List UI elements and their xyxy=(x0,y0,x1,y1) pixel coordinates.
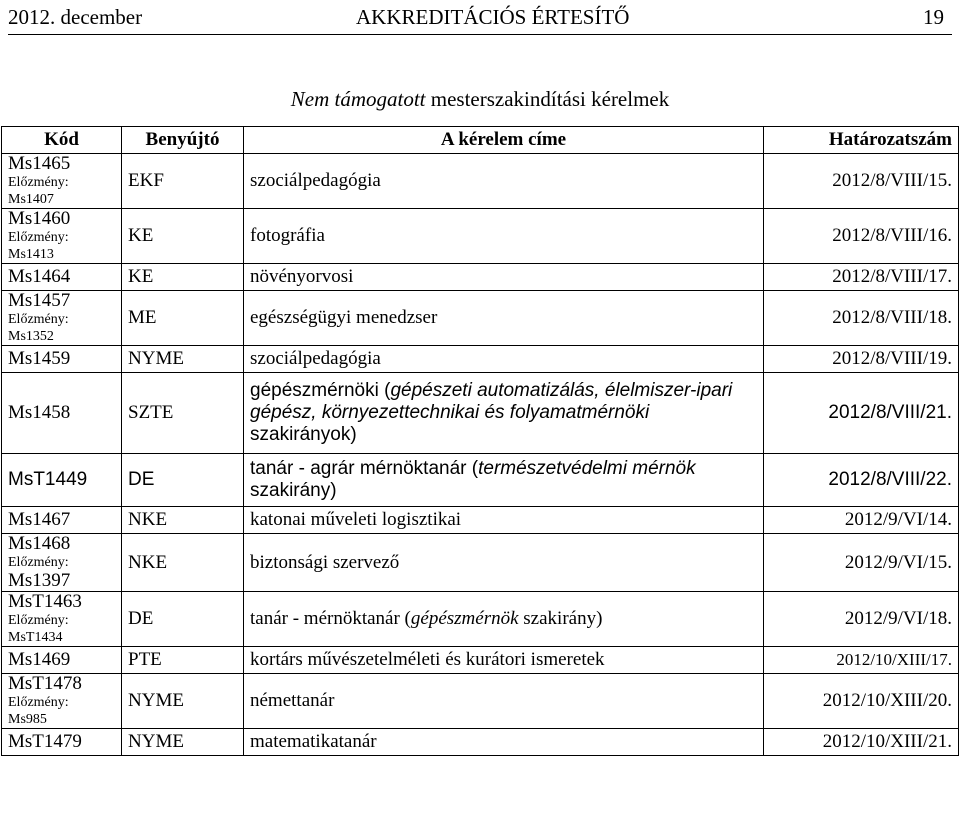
cell-cim: fotográfia xyxy=(244,209,764,264)
table-row xyxy=(2,209,959,264)
header-page-number: 19 xyxy=(923,5,944,29)
table-row xyxy=(2,592,959,647)
cell-cim: szociálpedagógia xyxy=(244,346,764,373)
cell-hatarozat: 2012/9/VI/14. xyxy=(764,507,959,534)
table-row xyxy=(2,373,959,454)
cell-benyujto: ME xyxy=(122,291,244,346)
cell-cim: tanár - agrár mérnöktanár (természetvédelmi mérnök szakirány) xyxy=(244,454,764,507)
cell-hatarozat: 2012/8/VIII/18. xyxy=(764,291,959,346)
cell-kod: Ms1469 xyxy=(2,647,122,674)
cell-benyujto: NYME xyxy=(122,674,244,729)
cell-hatarozat: 2012/8/VIII/17. xyxy=(764,264,959,291)
cell-benyujto: DE xyxy=(122,592,244,647)
column-header-benyujto: Benyújtó xyxy=(122,127,244,154)
table-row xyxy=(2,647,959,674)
cell-cim: gépészmérnöki (gépészeti automatizálás, élelmiszer-ipari gépész, környezettechnikai és folyamatmérnöki szakirányok) xyxy=(244,373,764,454)
cell-kod: Ms1468 Előzmény: Ms1397 xyxy=(2,534,122,592)
table-row xyxy=(2,534,959,592)
cell-benyujto: NKE xyxy=(122,534,244,592)
cell-kod: Ms1467 xyxy=(2,507,122,534)
cell-benyujto: KE xyxy=(122,264,244,291)
cell-hatarozat: 2012/8/VIII/22. xyxy=(764,454,959,507)
cell-cim: kortárs művészetelméleti és kurátori ismeretek xyxy=(244,647,764,674)
cell-kod: MsT1449 xyxy=(2,454,122,507)
cell-benyujto: NYME xyxy=(122,729,244,756)
cell-cim: növényorvosi xyxy=(244,264,764,291)
cell-hatarozat: 2012/10/XIII/17. xyxy=(764,647,959,674)
cell-hatarozat: 2012/8/VIII/16. xyxy=(764,209,959,264)
table-row xyxy=(2,154,959,209)
cell-cim: egészségügyi menedzser xyxy=(244,291,764,346)
cell-hatarozat: 2012/10/XIII/20. xyxy=(764,674,959,729)
cell-benyujto: DE xyxy=(122,454,244,507)
cell-hatarozat: 2012/10/XIII/21. xyxy=(764,729,959,756)
cell-kod: Ms1465 Előzmény: Ms1407 xyxy=(2,154,122,209)
table-header-row xyxy=(2,127,959,154)
cell-kod: MsT1463 Előzmény: MsT1434 xyxy=(2,592,122,647)
cell-cim: szociálpedagógia xyxy=(244,154,764,209)
cell-kod: Ms1458 xyxy=(2,373,122,454)
cell-hatarozat: 2012/8/VIII/15. xyxy=(764,154,959,209)
cell-kod: MsT1478 Előzmény: Ms985 xyxy=(2,674,122,729)
table-row xyxy=(2,264,959,291)
cell-cim: némettanár xyxy=(244,674,764,729)
cell-benyujto: EKF xyxy=(122,154,244,209)
cell-hatarozat: 2012/9/VI/15. xyxy=(764,534,959,592)
section-title xyxy=(0,84,960,114)
cell-kod: Ms1457 Előzmény: Ms1352 xyxy=(2,291,122,346)
cell-kod: Ms1460 Előzmény: Ms1413 xyxy=(2,209,122,264)
table-row xyxy=(2,729,959,756)
cell-hatarozat: 2012/8/VIII/19. xyxy=(764,346,959,373)
table-row xyxy=(2,507,959,534)
cell-benyujto: NYME xyxy=(122,346,244,373)
cell-benyujto: SZTE xyxy=(122,373,244,454)
header-date: 2012. december xyxy=(8,5,143,29)
cell-kod: Ms1459 xyxy=(2,346,122,373)
cell-hatarozat: 2012/8/VIII/21. xyxy=(764,373,959,454)
column-header-kod: Kód xyxy=(2,127,122,154)
cell-kod: Ms1464 xyxy=(2,264,122,291)
table-row xyxy=(2,674,959,729)
requests-table xyxy=(1,126,959,756)
cell-kod: MsT1479 xyxy=(2,729,122,756)
table-row xyxy=(2,291,959,346)
section-title-rest: mesterszakindítási kérelmek xyxy=(425,87,670,111)
section-title-italic: Nem támogatott xyxy=(290,87,426,111)
cell-cim: katonai műveleti logisztikai xyxy=(244,507,764,534)
cell-benyujto: PTE xyxy=(122,647,244,674)
cell-benyujto: KE xyxy=(122,209,244,264)
column-header-hatarozat: Határozatszám xyxy=(764,127,959,154)
cell-cim: biztonsági szervező xyxy=(244,534,764,592)
cell-hatarozat: 2012/9/VI/18. xyxy=(764,592,959,647)
cell-cim: tanár - mérnöktanár (gépészmérnök szakirány) xyxy=(244,592,764,647)
table-row xyxy=(2,454,959,507)
column-header-cim: A kérelem címe xyxy=(244,127,764,154)
page-header xyxy=(8,0,952,35)
table-row xyxy=(2,346,959,373)
header-publication-title: AKKREDITÁCIÓS ÉRTESÍTŐ xyxy=(356,5,630,29)
cell-benyujto: NKE xyxy=(122,507,244,534)
cell-cim: matematikatanár xyxy=(244,729,764,756)
